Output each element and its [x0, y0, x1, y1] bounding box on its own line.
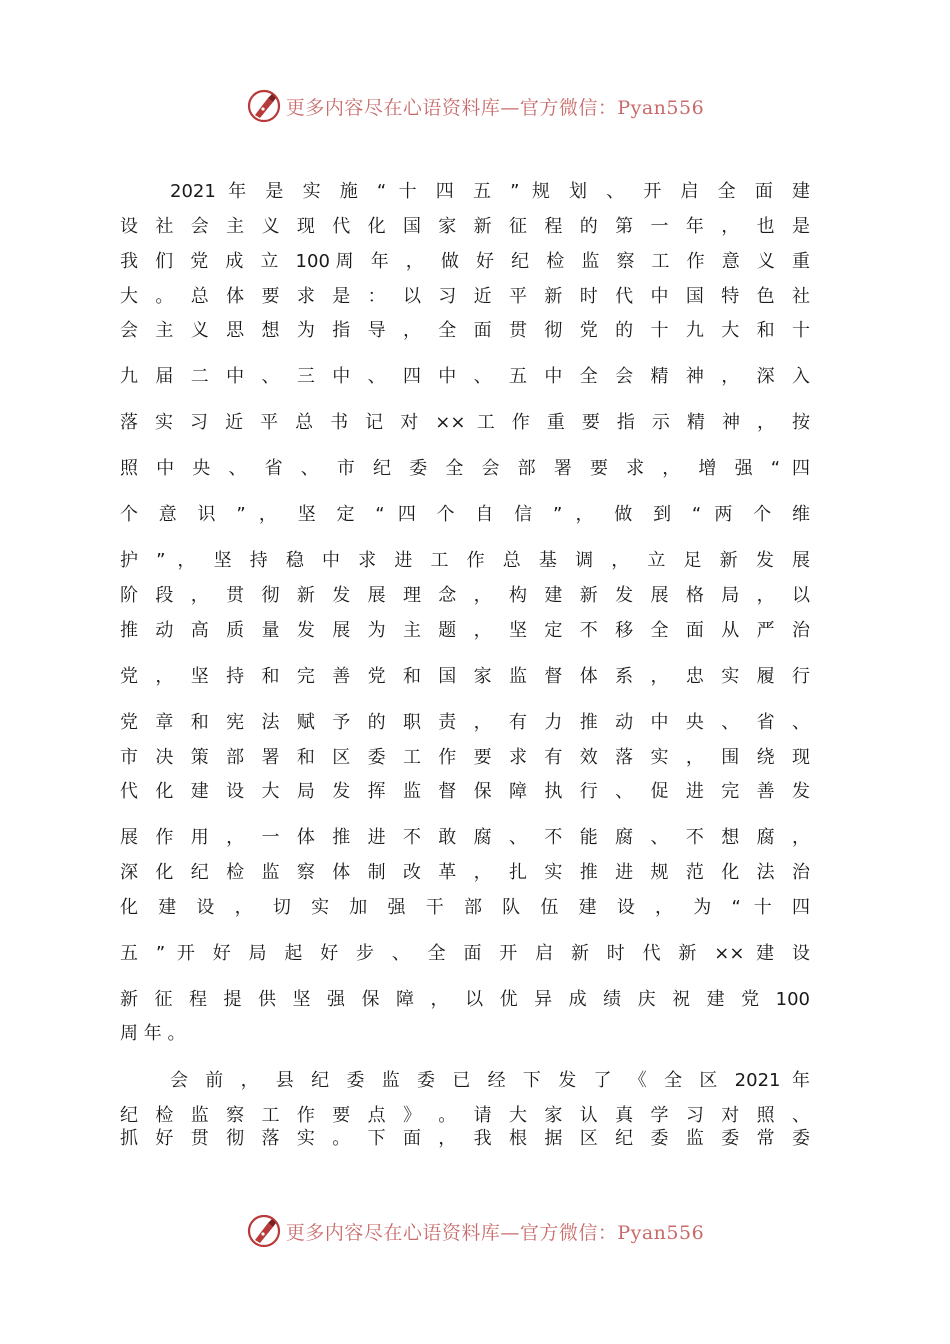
- text-line: 设 社 会 主 义 现 代 化 国 家 新 征 程 的 第 一 年 ， 也 是: [120, 216, 810, 237]
- text-line: 代 化 建 设 大 局 发 挥 监 督 保 障 执 行 、 促 进 完 善 发: [120, 781, 810, 802]
- text-line: 五 ” 开 好 局 起 好 步 、 全 面 开 启 新 时 代 新 ×× 建 设: [120, 943, 810, 964]
- text-line: 市 决 策 部 署 和 区 委 工 作 要 求 有 效 落 实 ， 围 绕 现: [120, 747, 810, 768]
- text-line: 会 主 义 思 想 为 指 导 ， 全 面 贯 彻 党 的 十 九 大 和 十: [120, 320, 810, 341]
- text-line: 2021 年 是 实 施 “ 十 四 五 ” 规 划 、 开 启 全 面 建: [170, 181, 810, 202]
- text-line: 展 作 用 ， 一 体 推 进 不 敢 腐 、 不 能 腐 、 不 想 腐 ，: [120, 827, 810, 848]
- banner-text: 更多内容尽在心语资料库—官方微信：Pyan556: [285, 1221, 705, 1244]
- text-line: 落 实 习 近 平 总 书 记 对 ×× 工 作 重 要 指 示 精 神 ， 按: [120, 412, 810, 433]
- header-banner: [0, 84, 950, 128]
- text-line: 周 年 。: [120, 1023, 186, 1044]
- text-line: 化 建 设 ， 切 实 加 强 干 部 队 伍 建 设 ， 为 “ 十 四: [120, 897, 810, 918]
- text-line: 照 中 央 、 省 、 市 纪 委 全 会 部 署 要 求 ， 增 强 “ 四: [120, 458, 810, 479]
- text-line: 我 们 党 成 立 100周 年 ， 做 好 纪 检 监 察 工 作 意 义 重: [120, 251, 810, 272]
- banner-text: 更多内容尽在心语资料库—官方微信：Pyan556: [285, 96, 705, 119]
- pen-nib-logo-icon: [246, 88, 282, 124]
- text-line: 新 征 程 提 供 坚 强 保 障 ， 以 优 异 成 绩 庆 祝 建 党 100: [120, 989, 810, 1010]
- text-line: 阶 段 ， 贯 彻 新 发 展 理 念 ， 构 建 新 发 展 格 局 ， 以: [120, 585, 810, 606]
- text-line: 九 届 二 中 、 三 中 、 四 中 、 五 中 全 会 精 神 ， 深 入: [120, 366, 810, 387]
- text-line: 推 动 高 质 量 发 展 为 主 题 ， 坚 定 不 移 全 面 从 严 治: [120, 620, 810, 641]
- text-line: 深 化 纪 检 监 察 体 制 改 革 ， 扎 实 推 进 规 范 化 法 治: [120, 862, 810, 883]
- text-line: 党 章 和 宪 法 赋 予 的 职 责 ， 有 力 推 动 中 央 、 省 、: [120, 712, 810, 733]
- footer-banner: [0, 1209, 950, 1253]
- text-line: 纪 检 监 察 工 作 要 点 》 。 请 大 家 认 真 学 习 对 照 、: [120, 1105, 810, 1126]
- text-line: 护 ” ， 坚 持 稳 中 求 进 工 作 总 基 调 ， 立 足 新 发 展: [120, 550, 810, 571]
- text-line: 大 。 总 体 要 求 是 ： 以 习 近 平 新 时 代 中 国 特 色 社: [120, 286, 810, 307]
- pen-nib-logo-icon: [246, 1213, 282, 1249]
- text-line: 个 意 识 ” ， 坚 定 “ 四 个 自 信 ” ， 做 到 “ 两 个 维: [120, 504, 810, 525]
- text-line: 抓 好 贯 彻 落 实 。 下 面 ， 我 根 据 区 纪 委 监 委 常 委: [120, 1128, 810, 1149]
- text-line: 会 前 ， 县 纪 委 监 委 已 经 下 发 了 《 全 区 2021 年: [170, 1070, 810, 1091]
- text-line: 党 ， 坚 持 和 完 善 党 和 国 家 监 督 体 系 ， 忠 实 履 行: [120, 666, 810, 687]
